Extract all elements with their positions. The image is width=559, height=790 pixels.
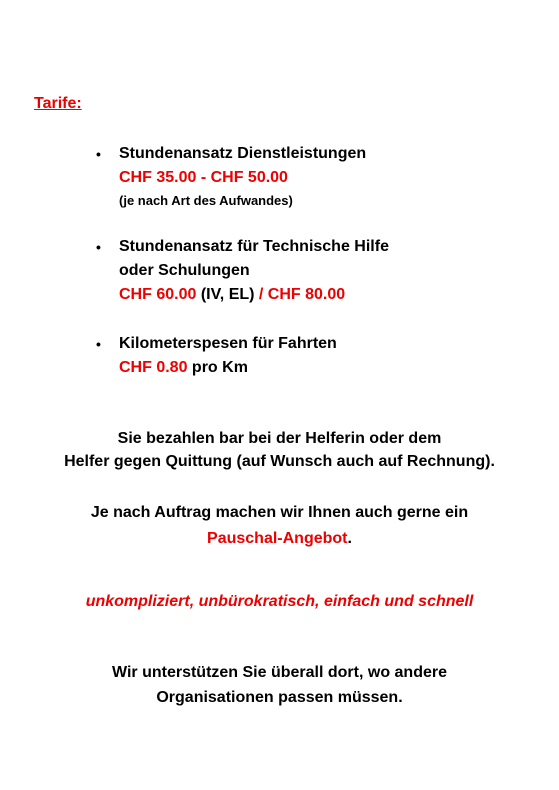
- payment-line2: Helfer gegen Quittung (auf Wunsch auch auf Rechnung).: [64, 453, 495, 470]
- offer-paragraph: [0, 500, 559, 552]
- rate-price-separator: /: [258, 286, 264, 303]
- offer-highlight: Pauschal-Angebot: [207, 530, 348, 547]
- rate-title: Stundenansatz Dienstleistungen: [119, 145, 367, 162]
- bullet-icon: •: [96, 239, 101, 255]
- rate-price-a: CHF 60.00: [119, 286, 197, 303]
- rate-title-line1: Stundenansatz für Technische Hilfe: [119, 238, 389, 255]
- rate-price-condition: (IV, EL): [196, 286, 259, 303]
- rate-price: CHF 0.80: [119, 359, 188, 376]
- bullet-icon: •: [96, 146, 101, 162]
- rate-price-line: [119, 283, 389, 307]
- closing-line1: Wir unterstützen Sie überall dort, wo andere: [111, 664, 447, 681]
- payment-paragraph: [0, 427, 559, 473]
- rate-unit: pro Km: [187, 359, 248, 376]
- rate-title-line2: oder Schulungen: [119, 262, 250, 279]
- tariffs-heading: Tarife:: [34, 95, 82, 112]
- rate-title: Kilometerspesen für Fahrten: [119, 335, 337, 352]
- slogan: unkompliziert, unbürokratisch, einfach und schnell: [85, 593, 474, 610]
- closing-line2: Organisationen passen müssen.: [156, 689, 403, 706]
- bullet-icon: •: [96, 336, 101, 352]
- payment-line1: Sie bezahlen bar bei der Helferin oder dem: [117, 430, 442, 447]
- rate-item-mileage: [96, 332, 337, 380]
- rate-price-b: CHF 80.00: [263, 286, 346, 303]
- offer-line2: [0, 526, 559, 552]
- rate-price: CHF 35.00 - CHF 50.00: [119, 169, 288, 186]
- closing-paragraph: [0, 660, 559, 710]
- rate-note: (je nach Art des Aufwandes): [119, 193, 293, 208]
- rate-item-services: [96, 142, 366, 212]
- offer-period: .: [347, 530, 352, 547]
- rate-item-technical-help: [96, 235, 389, 307]
- rate-price-line: [119, 356, 337, 380]
- offer-line1: Je nach Auftrag machen wir Ihnen auch gerne ein: [90, 504, 469, 521]
